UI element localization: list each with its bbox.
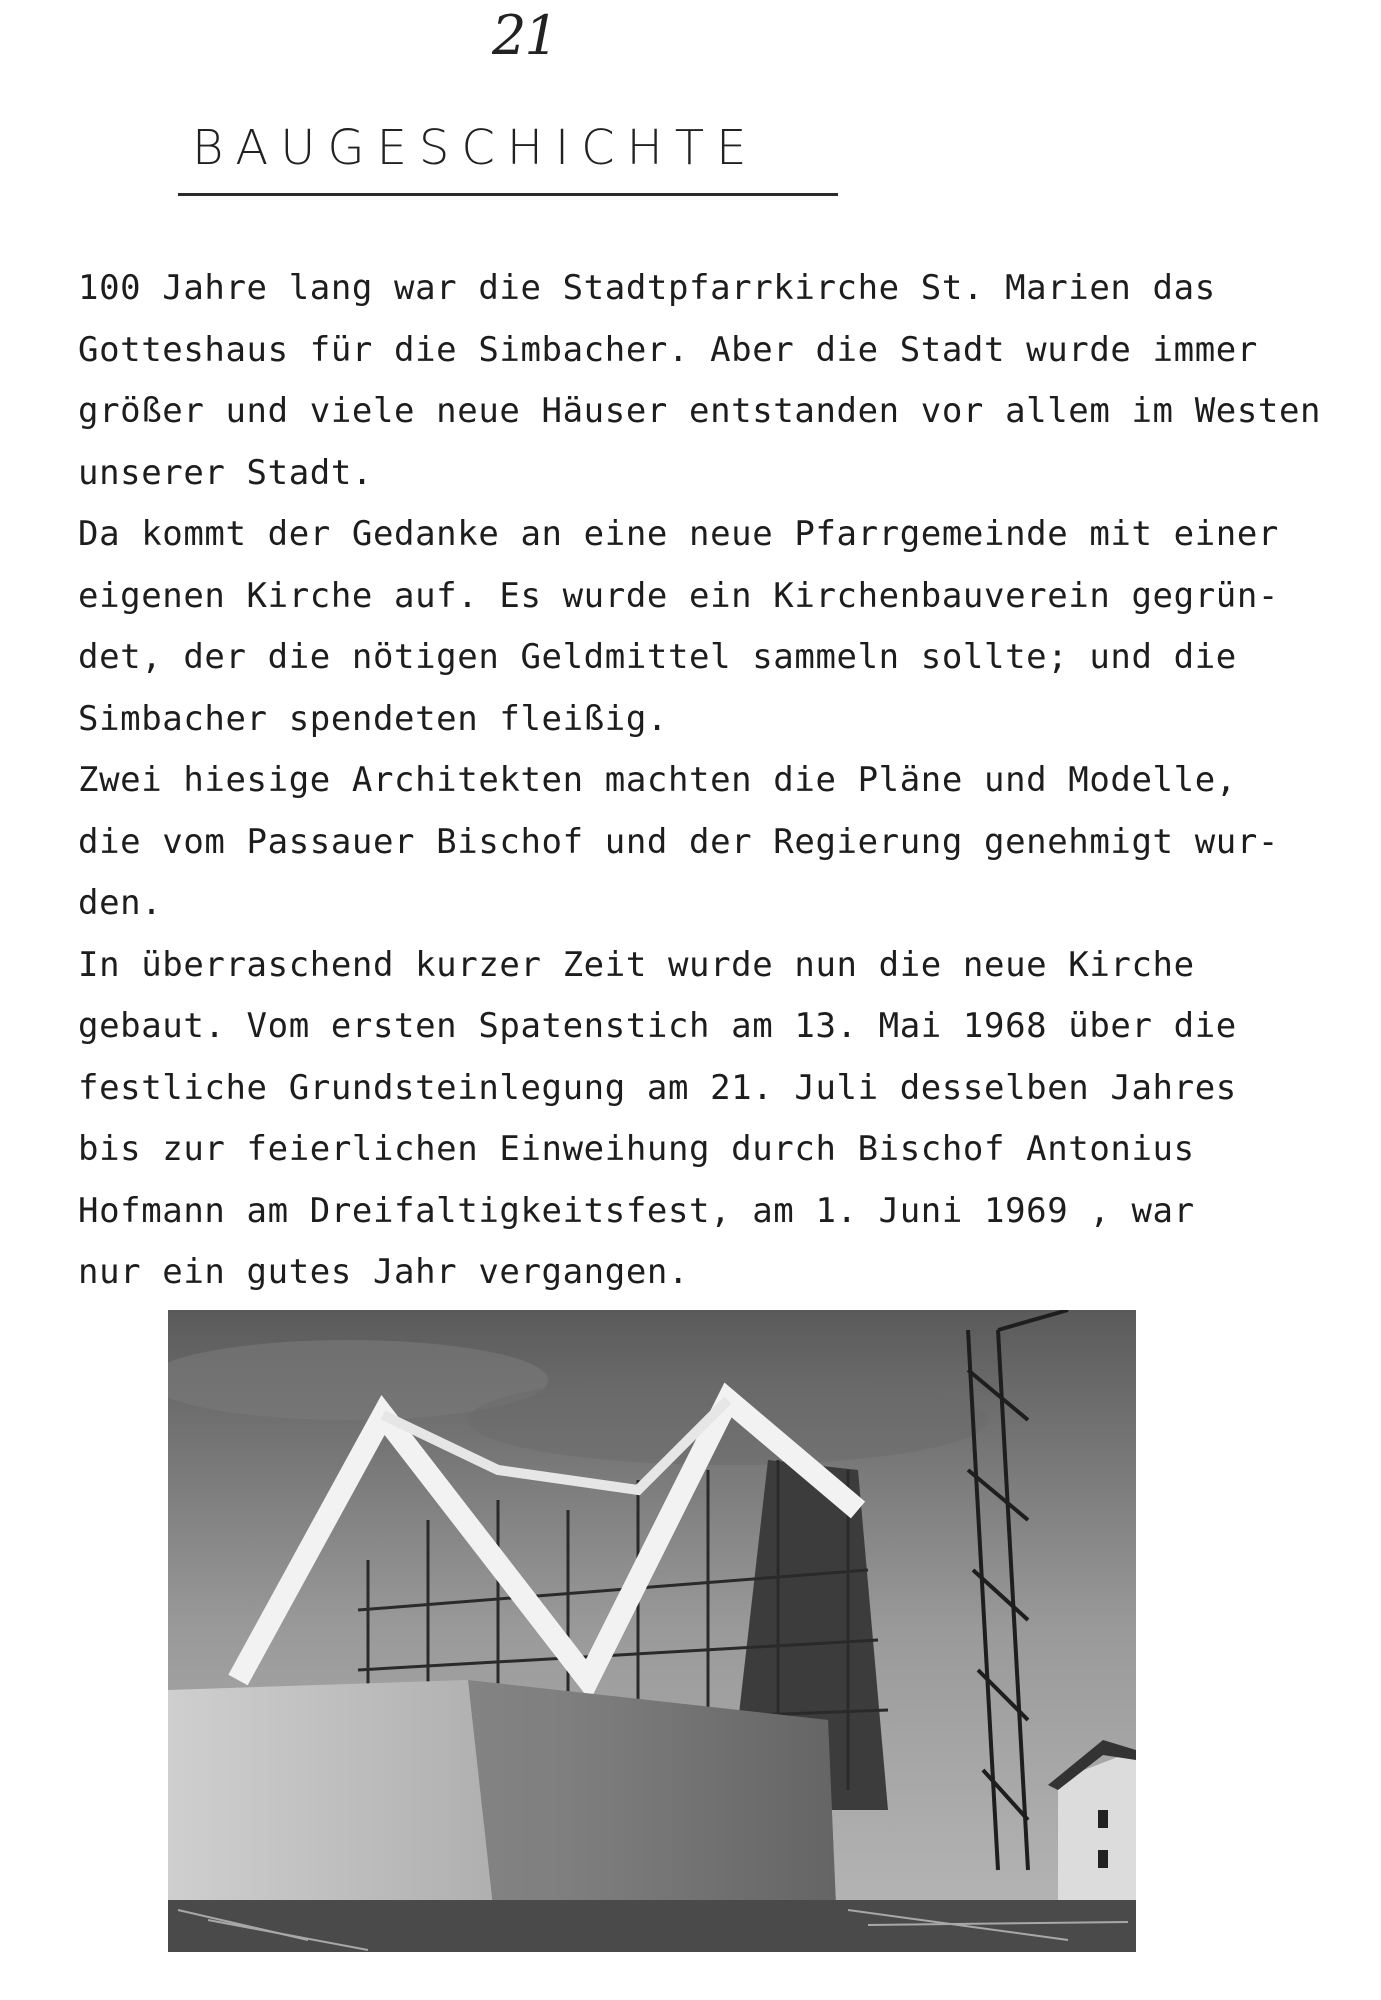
text-line: det, der die nötigen Geldmittel sammeln sollte; und die <box>78 637 1237 677</box>
text-line: nur ein gutes Jahr vergangen. <box>78 1252 690 1292</box>
text-line: den. <box>78 883 163 923</box>
text-line: größer und viele neue Häuser entstanden vor allem im Westen <box>78 391 1322 431</box>
text-line: Hofmann am Dreifaltigkeitsfest, am 1. Juni 1969 , war <box>78 1190 1195 1231</box>
body-text <box>78 258 1322 1304</box>
page-number: 21 <box>492 4 557 67</box>
text-line: eigenen Kirche auf. Es wurde ein Kirchenbauverein gegrün- <box>78 575 1279 616</box>
text-line: bis zur feierlichen Einweihung durch Bischof Antonius <box>78 1129 1195 1169</box>
text-line: 100 Jahre lang war die Stadtpfarrkirche St. Marien das <box>78 268 1216 308</box>
page-heading: BAUGESCHICHTE <box>192 120 759 176</box>
construction-photo <box>168 1310 1136 1952</box>
text-line: Gotteshaus für die Simbacher. Aber die Stadt wurde immer <box>78 329 1258 370</box>
text-line: Simbacher spendeten fleißig. <box>78 698 668 739</box>
text-line: festliche Grundsteinlegung am 21. Juli desselben Jahres <box>78 1067 1237 1108</box>
text-line: In überraschend kurzer Zeit wurde nun die neue Kirche <box>78 944 1195 985</box>
text-line: unserer Stadt. <box>78 452 373 493</box>
text-line: die vom Passauer Bischof und der Regierung genehmigt wur- <box>78 821 1279 862</box>
ground <box>168 1900 1136 1952</box>
text-line: gebaut. Vom ersten Spatenstich am 13. Mai 1968 über die <box>78 1006 1237 1046</box>
text-line: Zwei hiesige Architekten machten die Pläne und Modelle, <box>78 760 1237 800</box>
text-line: Da kommt der Gedanke an eine neue Pfarrgemeinde mit einer <box>78 514 1279 554</box>
heading-underline <box>178 193 838 196</box>
construction-photo-drawing <box>168 1310 1136 1952</box>
